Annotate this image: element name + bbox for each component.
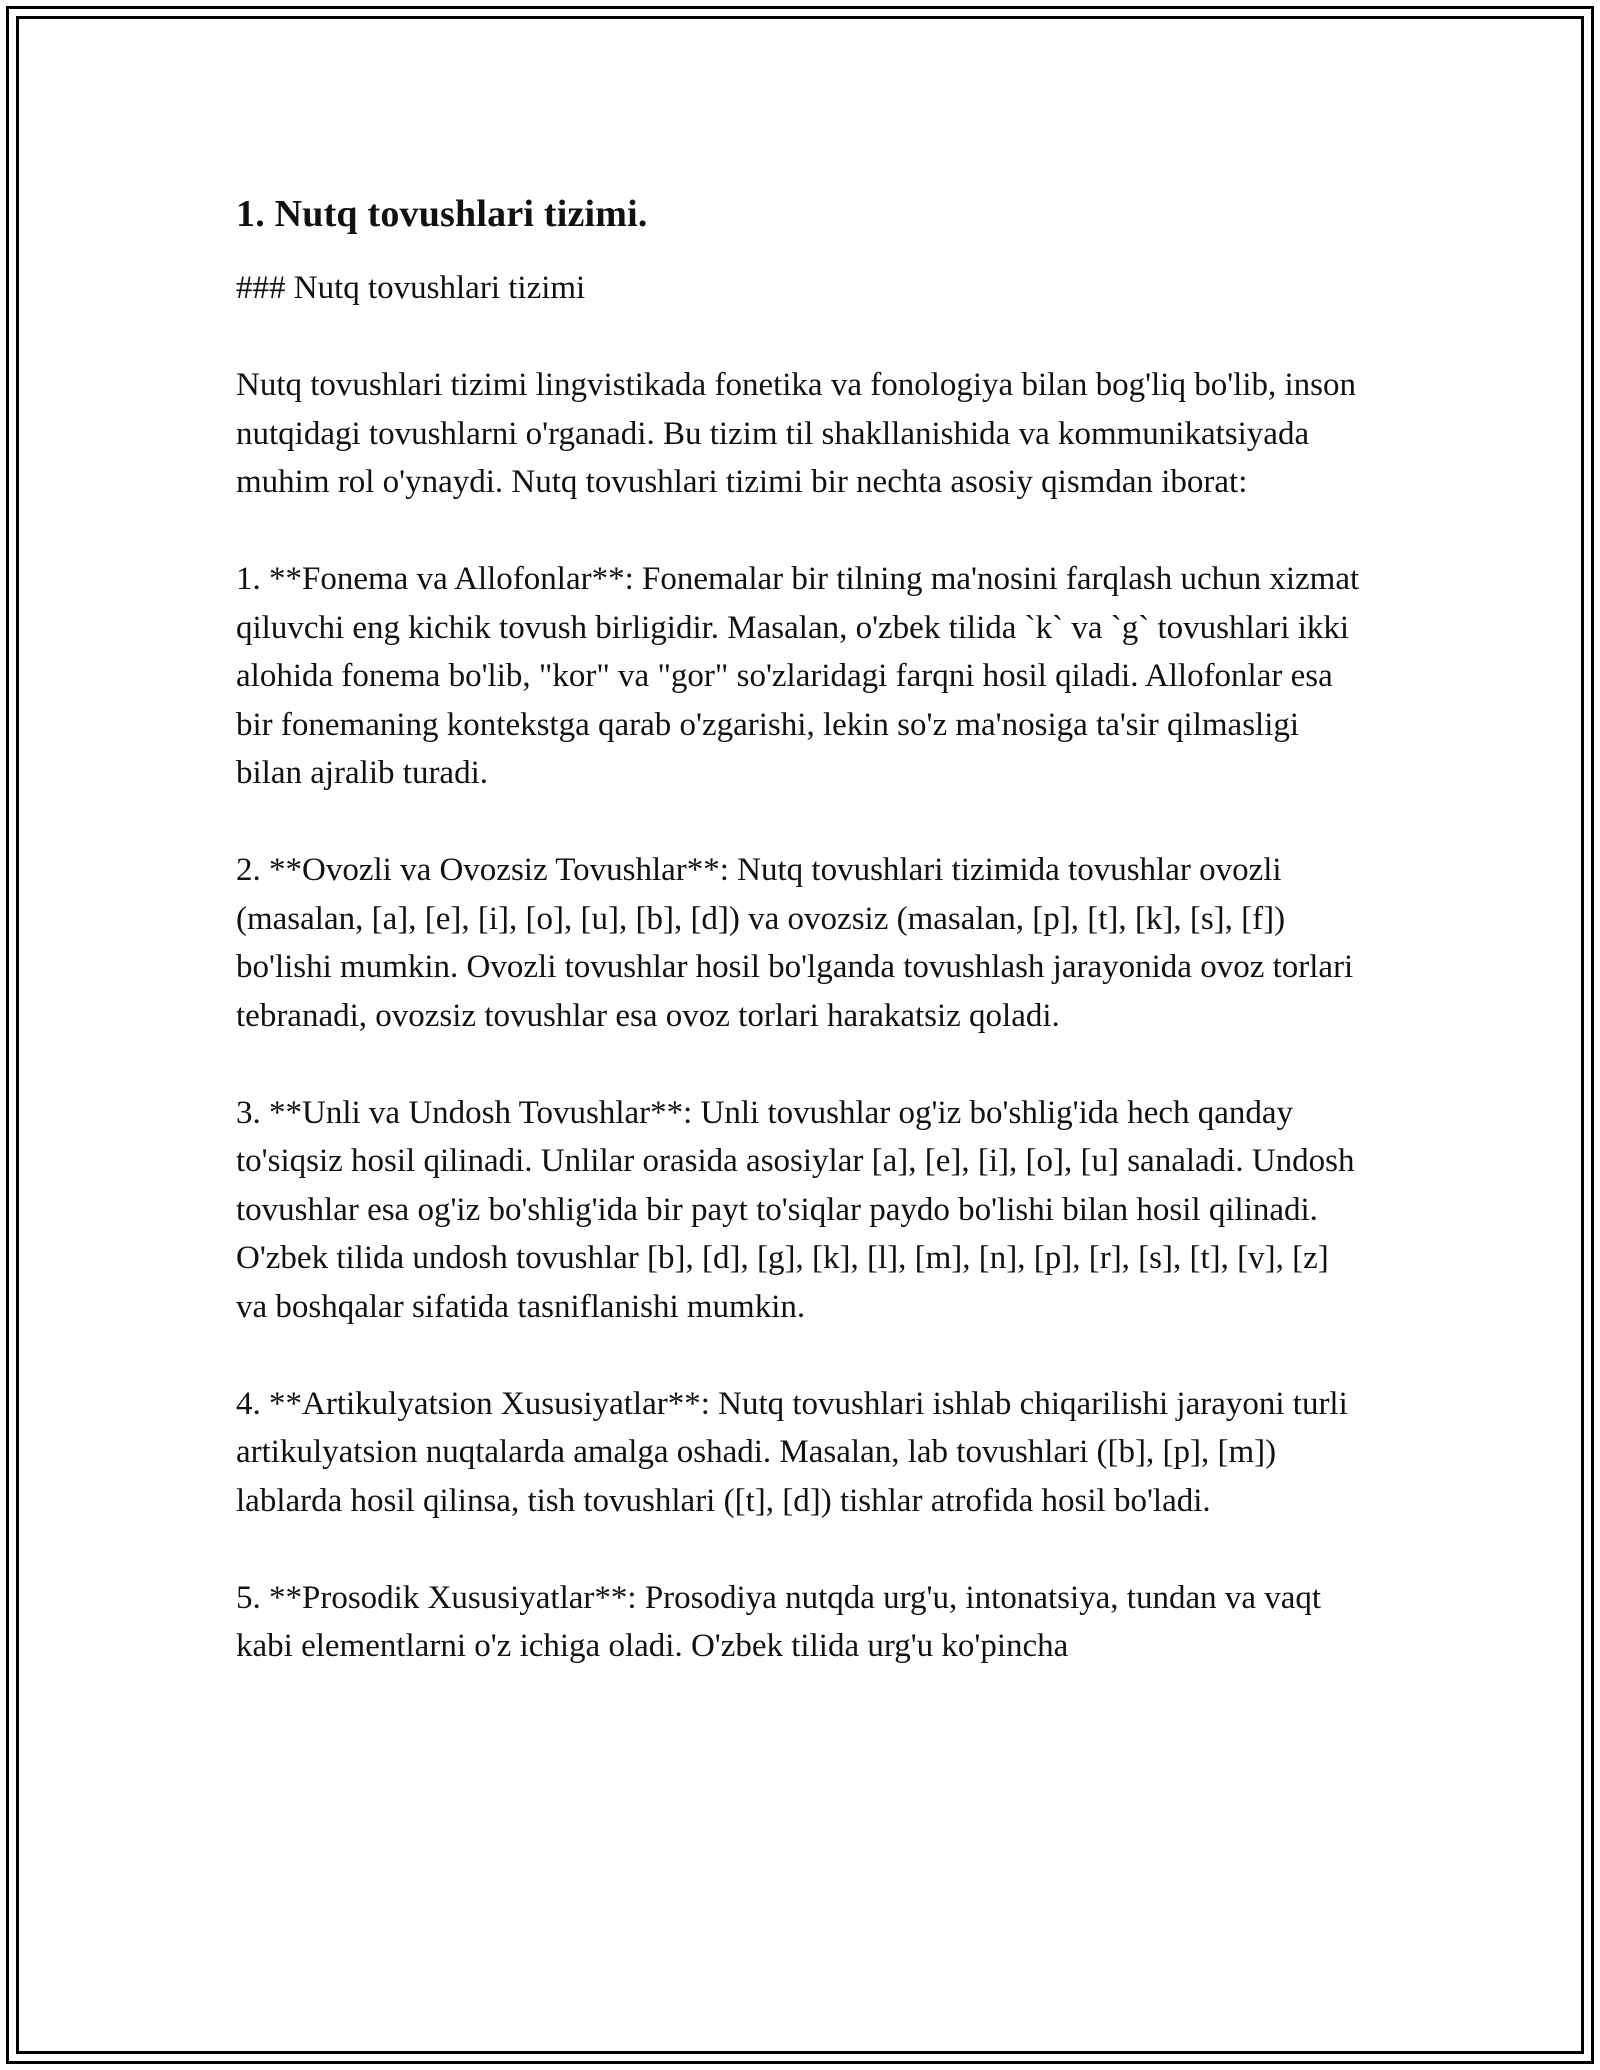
- document-body: [236, 188, 1366, 1671]
- document-title: 1. Nutq tovushlari tizimi.: [236, 193, 648, 235]
- intro-paragraph: Nutq tovushlari tizimi lingvistikada fonetika va fonologiya bilan bog'liq bo'lib, inson nutqidagi tovushlarni o'rganadi. Bu tizim til shakllanishida va kommunikatsiyada muhim rol o'ynaydi. Nutq tovushlari tizimi bir nechta asosiy qismdan iborat:: [236, 367, 1357, 500]
- list-item-unli: 3. **Unli va Undosh Tovushlar**: Unli tovushlar og'iz bo'shlig'ida hech qanday to'siqsiz hosil qilinadi. Unlilar orasida asosiylar [a], [e], [i], [o], [u] sanaladi. Undosh tovushlar esa og'iz bo'shlig'ida bir payt to'siqlar paydo bo'lishi bilan hosil qilinadi. O'zbek tilida undosh tovushlar [b], [d], [g], [k], [l], [m], [n], [p], [r], [s], [t], [v], [z] va boshqalar sifatida tasniflanishi mumkin.: [236, 1094, 1355, 1325]
- list-item-prosodik: 5. **Prosodik Xususiyatlar**: Prosodiya nutqda urg'u, intonatsiya, tundan va vaqt kabi elementlarni o'z ichiga oladi. O'zbek tilida urg'u ko'pincha: [236, 1579, 1322, 1664]
- list-item-ovozli: 2. **Ovozli va Ovozsiz Tovushlar**: Nutq tovushlari tizimida tovushlar ovozli (masalan, [a], [e], [i], [o], [u], [b], [d]) va ovozsiz (masalan, [p], [t], [k], [s], [f]) bo'lishi mumkin. Ovozli tovushlar hosil bo'lganda tovushlash jarayonida ovoz torlari tebranadi, ovozsiz tovushlar esa ovoz torlari harakatsiz qoladi.: [236, 852, 1354, 1034]
- list-item-fonema: 1. **Fonema va Allofonlar**: Fonemalar bir tilning ma'nosini farqlash uchun xizmat qiluvchi eng kichik tovush birligidir. Masalan, o'zbek tilida `k` va `g` tovushlari ikki alohida fonema bo'lib, "kor" va "gor" so'zlaridagi farqni hosil qiladi. Allofonlar esa bir fonemaning kontekstga qarab o'zgarishi, lekin so'z ma'nosiga ta'sir qilmasligi bilan ajralib turadi.: [236, 561, 1360, 791]
- subheading-paragraph: ### Nutq tovushlari tizimi: [236, 270, 586, 306]
- list-item-artikulyatsion: 4. **Artikulyatsion Xususiyatlar**: Nutq tovushlari ishlab chiqarilishi jarayoni turli artikulyatsion nuqtalarda amalga oshadi. Masalan, lab tovushlari ([b], [p], [m]) lablarda hosil qilinsa, tish tovushlari ([t], [d]) tishlar atrofida hosil bo'ladi.: [236, 1385, 1348, 1519]
